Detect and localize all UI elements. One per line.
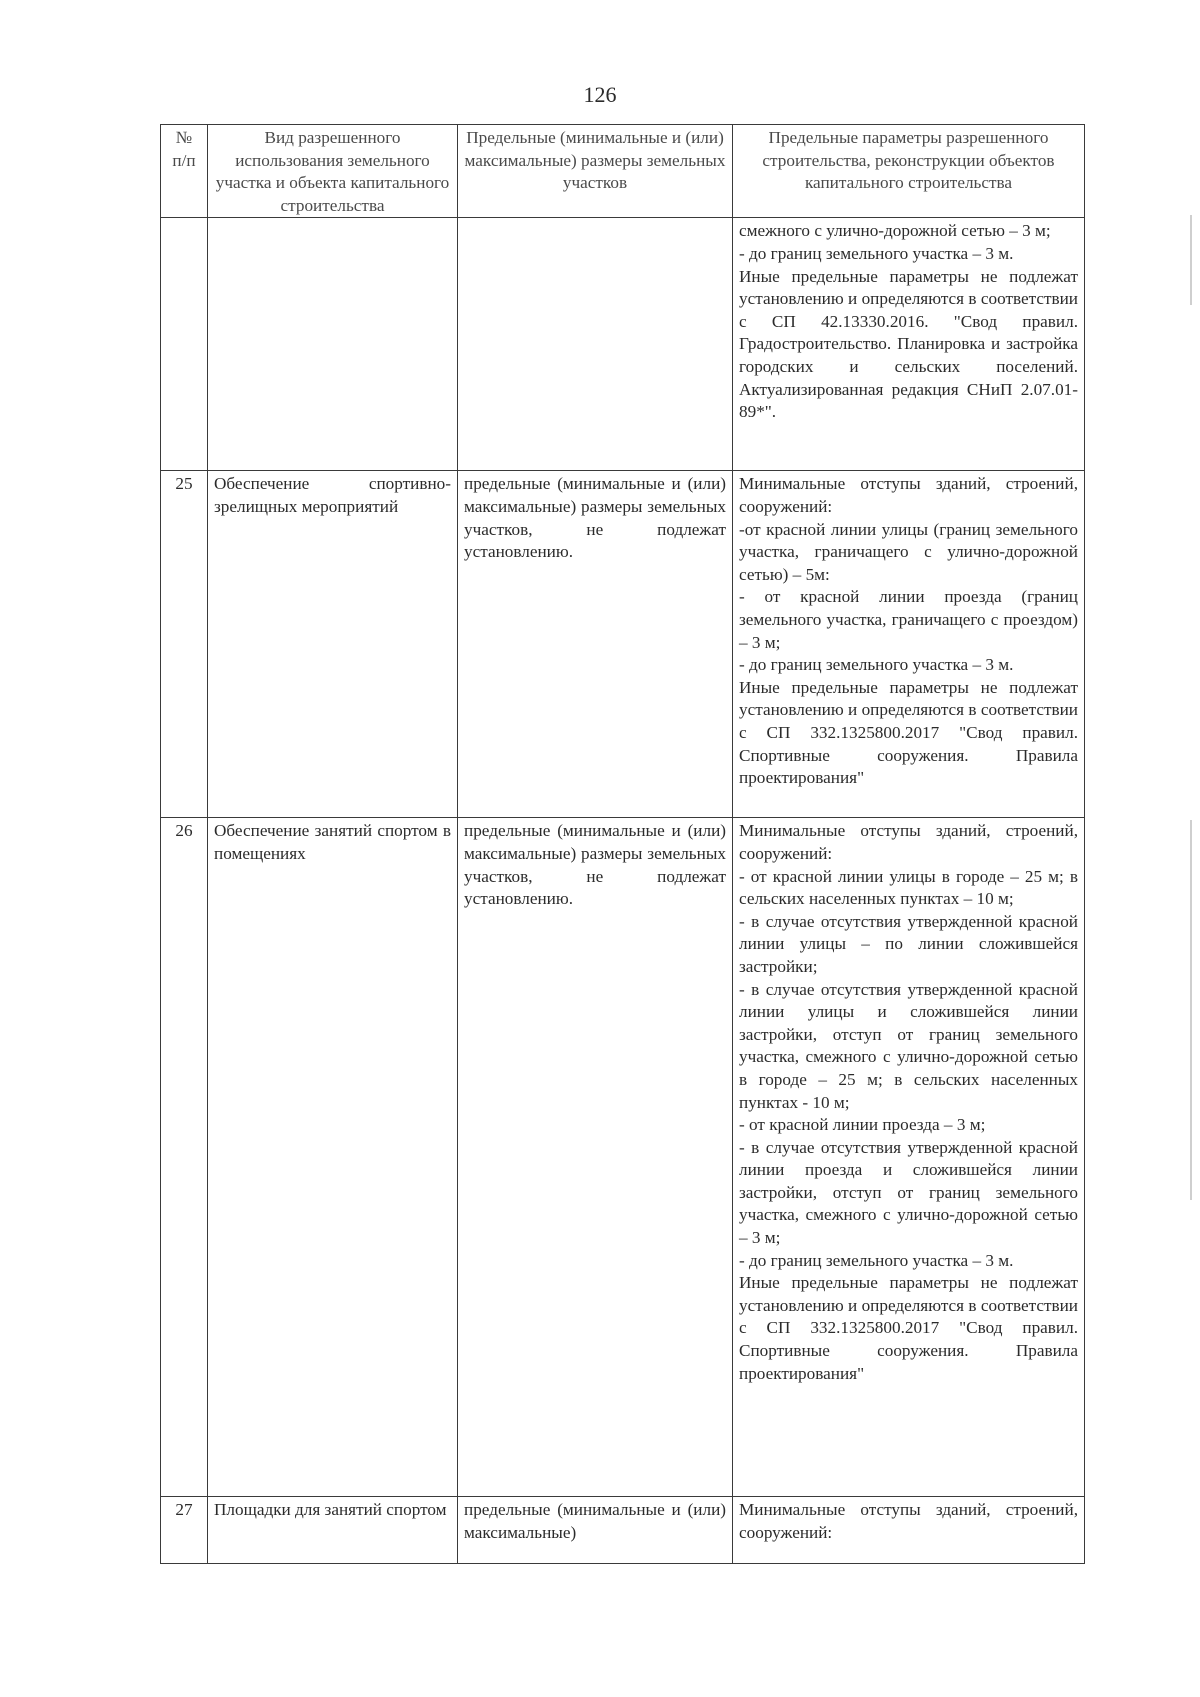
- row-number: 27: [161, 1497, 208, 1564]
- header-plot-sizes: Предельные (минимальные и (или) максимальные) размеры земельных участков: [458, 125, 733, 218]
- text-line: Иные предельные параметры не подлежат установлению и определяются в соответствии с СП 42.13330.2016. "Свод правил. Градостроительство. Планировка и застройка городских и сельских поселений. Актуализированная редакция СНиП 2.07.01-89*".: [739, 266, 1078, 422]
- text-line: - в случае отсутствия утвержденной красной линии улицы – по линии сложившейся застройки;: [739, 911, 1078, 976]
- text-line: Минимальные отступы зданий, строений, сооружений:: [739, 474, 1078, 516]
- header-number: № п/п: [161, 125, 208, 218]
- row-number: 25: [161, 471, 208, 818]
- cell-parameters: [733, 471, 1085, 818]
- text-line: Минимальные отступы зданий, строений, сооружений:: [739, 821, 1078, 863]
- table-header-row: [161, 125, 1085, 218]
- cell-empty: [161, 218, 208, 471]
- header-parameters: Предельные параметры разрешенного строительства, реконструкции объектов капитального строительства: [733, 125, 1085, 218]
- text-line: - от красной линии проезда – 3 м;: [739, 1115, 986, 1135]
- table-row: [161, 1497, 1085, 1564]
- text-line: - от красной линии улицы в городе – 25 м; в сельских населенных пунктах – 10 м;: [739, 866, 1078, 909]
- text-line: - в случае отсутствия утвержденной красной линии улицы и сложившейся линии застройки, отступ от границ земельного участка, смежного с улично-дорожной сетью в городе – 25 м; в сельских населенных пунктах - 10 м;: [739, 979, 1078, 1112]
- cell-plot-sizes: предельные (минимальные и (или) максимальные): [458, 1497, 733, 1564]
- header-use-type: Вид разрешенного использования земельного участка и объекта капитального строительства: [208, 125, 458, 218]
- table-row-continuation: [161, 218, 1085, 471]
- cell-empty: [458, 218, 733, 471]
- cell-empty: [208, 218, 458, 471]
- zoning-parameters-table: [160, 124, 1085, 1564]
- text-line: - от красной линии проезда (границ земельного участка, граничащего с проездом) – 3 м;: [739, 587, 1078, 652]
- table-row: [161, 818, 1085, 1497]
- cell-parameters-continued: [733, 218, 1085, 471]
- scan-edge-mark: [1190, 215, 1192, 305]
- row-number: 26: [161, 818, 208, 1497]
- cell-parameters: [733, 818, 1085, 1497]
- text-line: - до границ земельного участка – 3 м.: [739, 655, 1014, 675]
- cell-plot-sizes: предельные (минимальные и (или) максимальные) размеры земельных участков, не подлежат установлению.: [458, 471, 733, 818]
- cell-use-type: Обеспечение занятий спортом в помещениях: [208, 818, 458, 1497]
- text-line: -от красной линии улицы (границ земельного участка, граничащего с улично-дорожной сетью) – 5м:: [739, 519, 1078, 584]
- cell-parameters: [733, 1497, 1085, 1564]
- page-number: 126: [583, 82, 617, 107]
- text-line: смежного с улично-дорожной сетью – 3 м;: [739, 221, 1051, 241]
- scan-edge-mark: [1190, 820, 1192, 1200]
- cell-use-type: Обеспечение спортивно-зрелищных мероприятий: [208, 471, 458, 818]
- cell-use-type: Площадки для занятий спортом: [208, 1497, 458, 1564]
- text-line: Иные предельные параметры не подлежат установлению и определяются в соответствии с СП 332.1325800.2017 "Свод правил. Спортивные сооружения. Правила проектирования": [739, 677, 1078, 788]
- cell-plot-sizes: предельные (минимальные и (или) максимальные) размеры земельных участков, не подлежат установлению.: [458, 818, 733, 1497]
- text-line: Иные предельные параметры не подлежат установлению и определяются в соответствии с СП 332.1325800.2017 "Свод правил. Спортивные сооружения. Правила проектирования": [739, 1273, 1078, 1383]
- text-line: - до границ земельного участка – 3 м.: [739, 243, 1014, 263]
- table-row: [161, 471, 1085, 818]
- text-line: - до границ земельного участка – 3 м.: [739, 1250, 1014, 1270]
- text-line: Минимальные отступы зданий, строений, сооружений:: [739, 1500, 1078, 1542]
- text-line: - в случае отсутствия утвержденной красной линии проезда и сложившейся линии застройки, отступ от границ земельного участка, смежного с улично-дорожной сетью – 3 м;: [739, 1137, 1078, 1248]
